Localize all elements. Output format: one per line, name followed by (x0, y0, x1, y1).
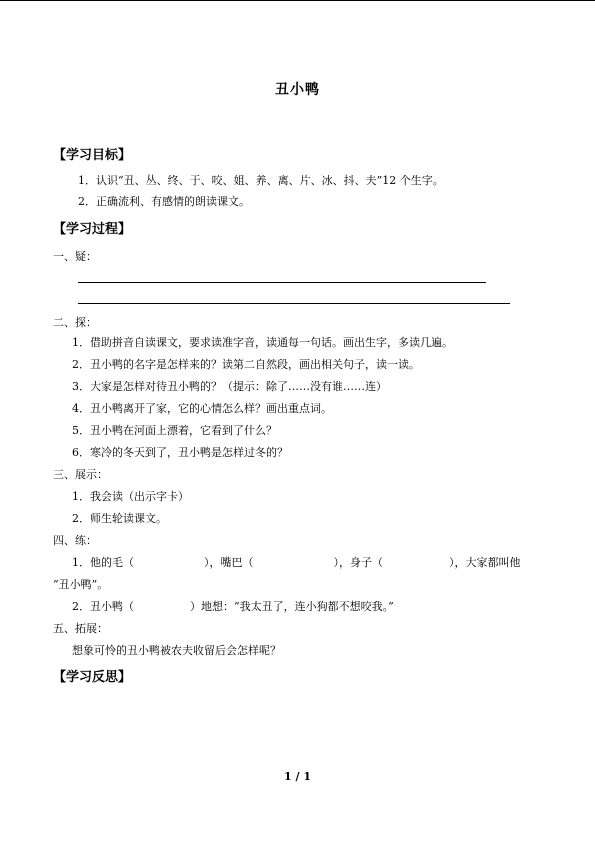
si-item-1-part-4: ），大家都叫他 (449, 556, 521, 569)
goal-item-1: 1．认识“丑、丛、终、于、咬、姐、养、离、片、冰、抖、夫”12 个生字。 (78, 174, 444, 187)
si-item-2-part-2: ）地想：“我太丑了，连小狗都不想咬我。” (190, 600, 394, 613)
si-item-1-part-2: ），嘴巴（ (204, 556, 254, 569)
si-item-1-part-3: ），身子（ (333, 556, 383, 569)
page-number: 1 / 1 (284, 770, 311, 783)
answer-line-2[interactable] (78, 303, 510, 304)
goal-item-2: 2．正确流利、有感情的朗读课文。 (78, 195, 250, 208)
section-header-reflection: 【学习反思】 (53, 670, 132, 685)
er-item-1: 1．借助拼音自读课文，要求读准字音，读通每一句话。画出生字，多读几遍。 (72, 336, 453, 349)
section-header-goals: 【学习目标】 (53, 148, 132, 163)
san-item-2: 2．师生轮读课文。 (72, 512, 167, 525)
er-item-6: 6．寒冷的冬天到了，丑小鸭是怎样过冬的？ (72, 446, 288, 459)
si-item-2-part-1: 2．丑小鸭（ (72, 600, 134, 613)
er-item-5: 5．丑小鸭在河面上漂着，它看到了什么？ (72, 424, 277, 437)
si-item-1-part-1: 1．他的毛（ (72, 556, 134, 569)
si-item-1-continuation: “丑小鸭”。 (53, 578, 109, 591)
answer-line-1[interactable] (78, 282, 486, 283)
section-header-process: 【学习过程】 (53, 222, 132, 237)
section-yi-label: 一、疑： (53, 250, 97, 263)
page-title: 丑小鸭 (275, 82, 320, 98)
page-top-border (0, 0, 595, 1)
er-item-3: 3．大家是怎样对待丑小鸭的？（提示：除了……没有谁……连） (72, 380, 387, 393)
si-item-1 (72, 556, 521, 570)
er-item-4: 4．丑小鸭离开了家，它的心情怎么样？画出重点词。 (72, 402, 332, 415)
section-wu-label: 五、拓展： (53, 622, 108, 635)
section-san-label: 三、展示： (53, 468, 108, 481)
si-item-2 (72, 600, 394, 614)
section-er-label: 二、探： (53, 316, 97, 329)
wu-text: 想象可怜的丑小鸭被农夫收留后会怎样呢？ (72, 644, 281, 657)
san-item-1: 1．我会读（出示字卡） (72, 490, 189, 503)
section-si-label: 四、练： (53, 534, 97, 547)
er-item-2: 2．丑小鸭的名字是怎样来的？读第二自然段，画出相关句子，读一读。 (72, 358, 420, 371)
